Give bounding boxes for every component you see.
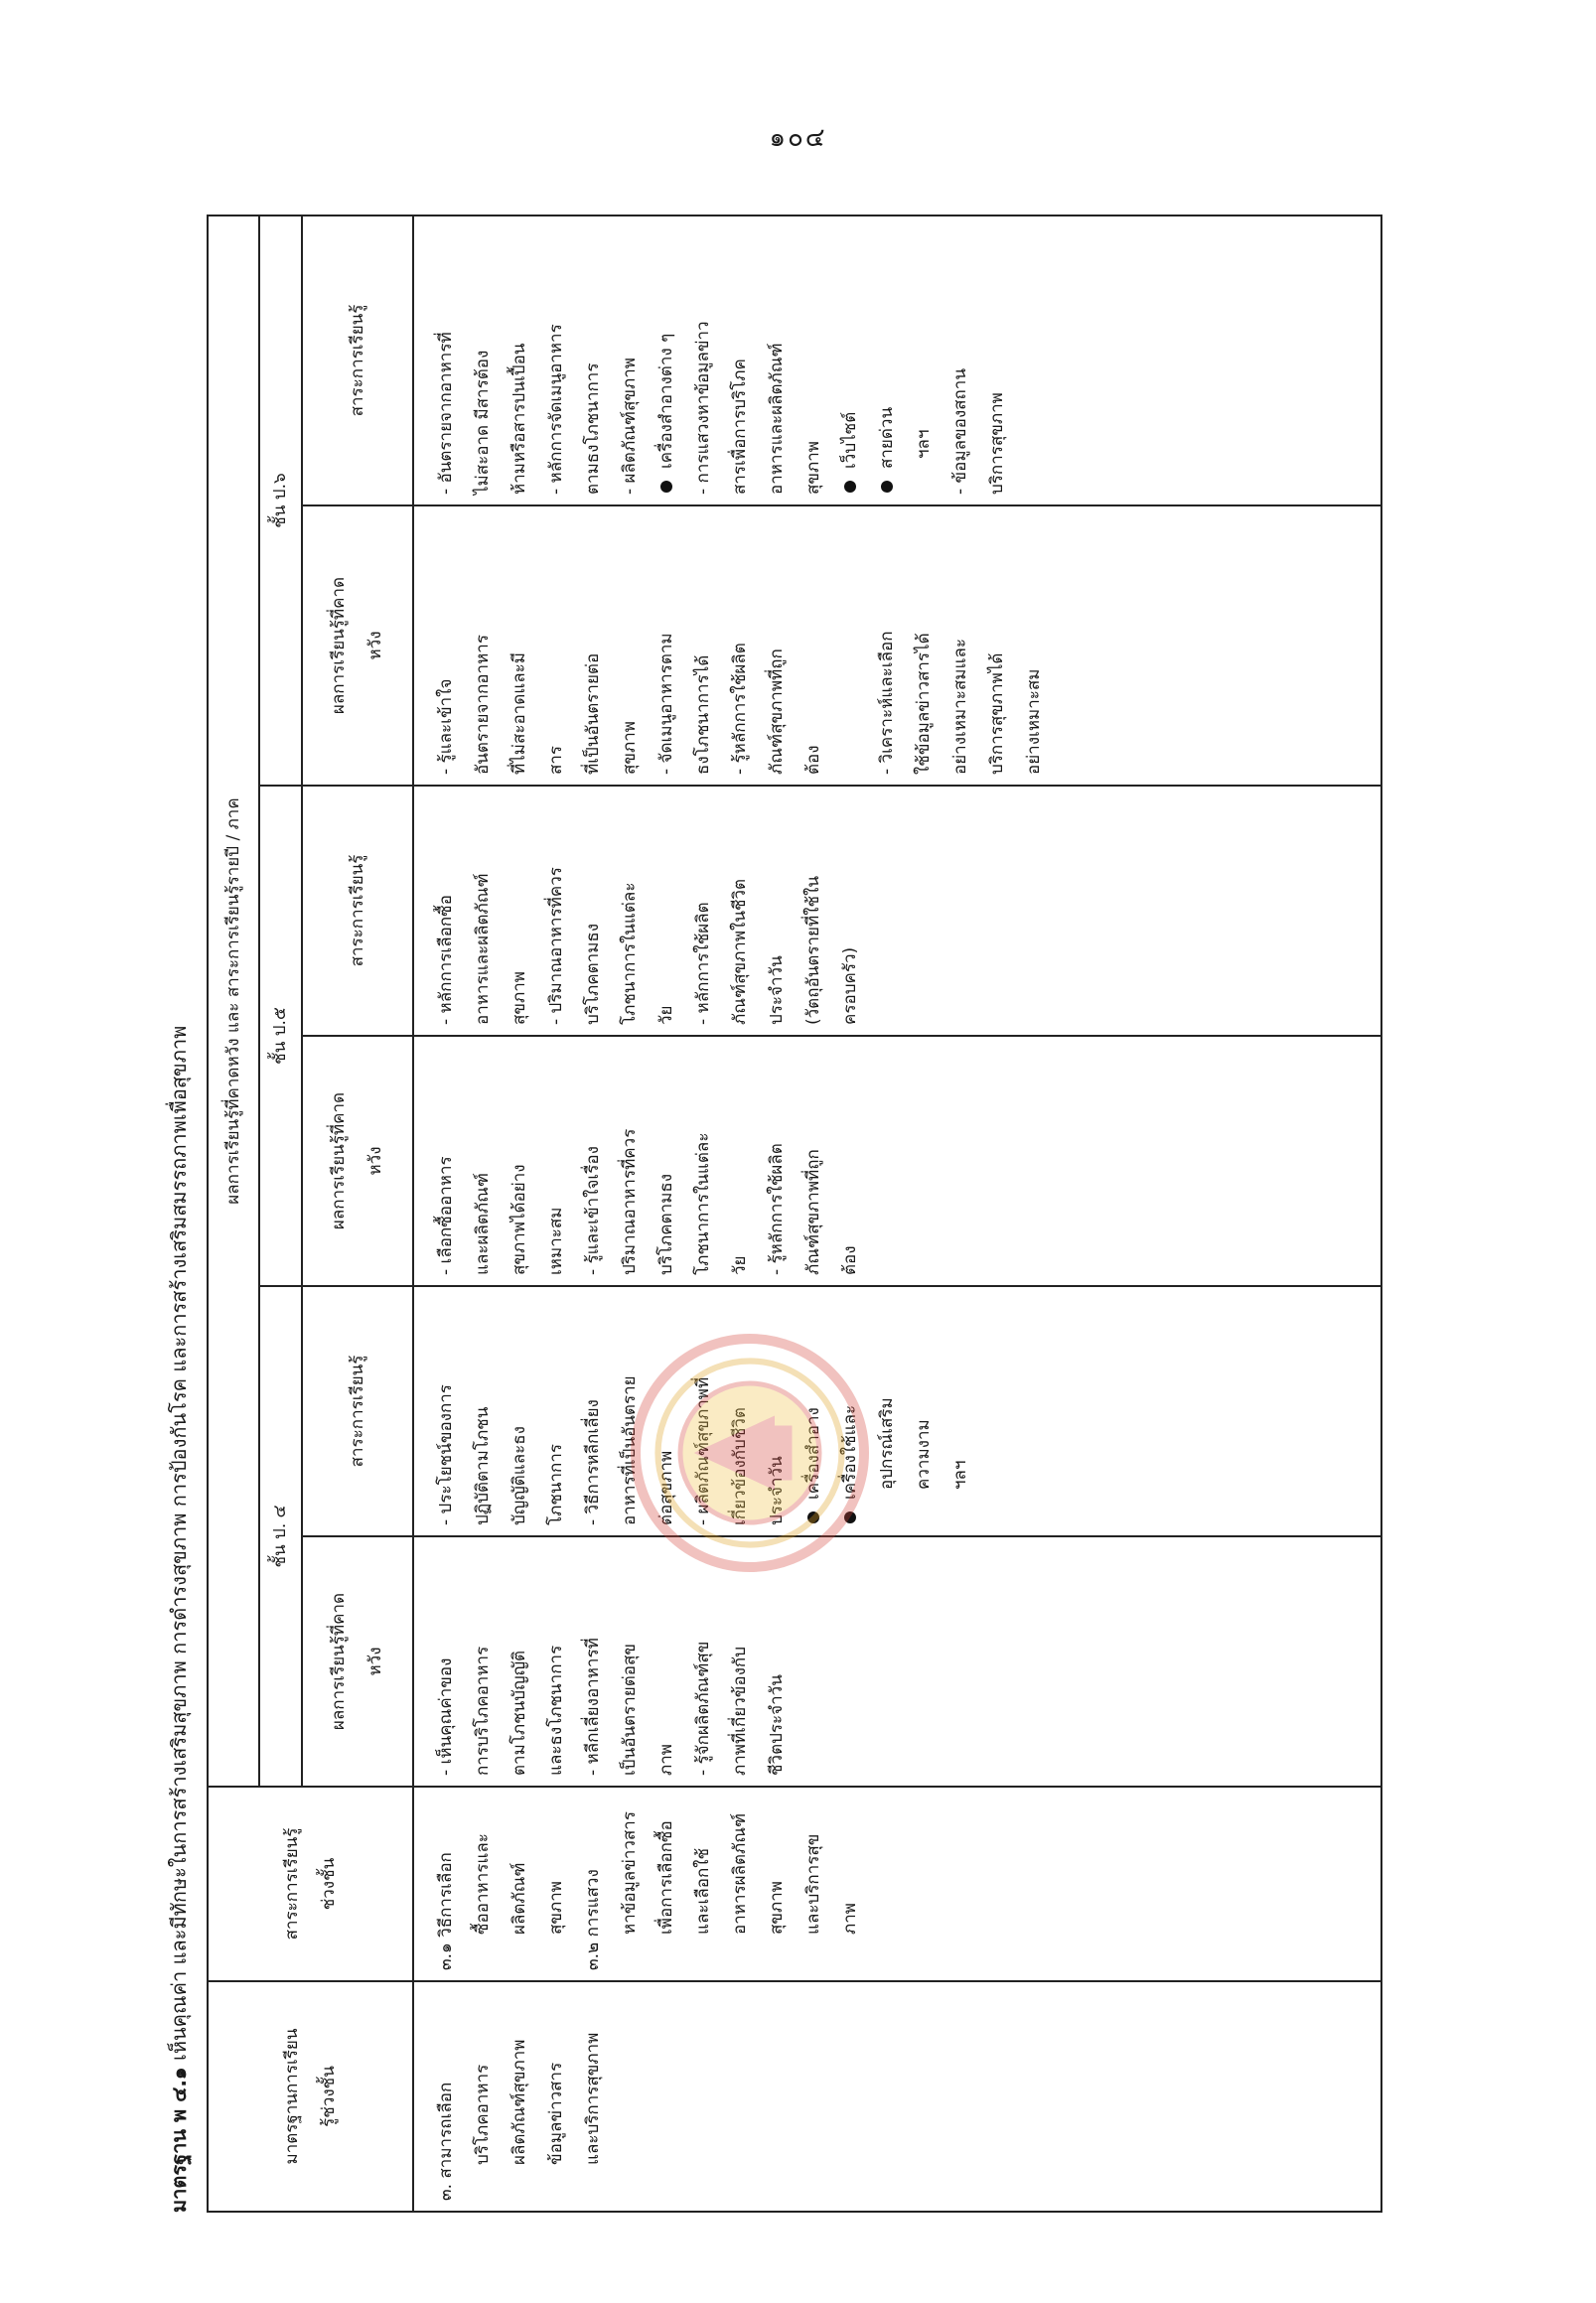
header-grade-p4: ชั้น ป. ๔ xyxy=(259,1286,302,1787)
bullet-item: เว็บไซต์ xyxy=(832,224,869,495)
cell-content: ๓.๑ วิธีการเลือก ซื้ออาหารและ ผลิตภัณฑ์ สุขภาพ ๓.๒ การแสวง หาข้อมูลข่าวสาร เพื่อการเลือกซื้อ และเลือกใช้ อาหารผลิตภัณฑ์ สุขภาพ และบริการสุข ภาพ xyxy=(413,1787,1381,1981)
bullet-item: เครื่องสำอาง xyxy=(796,1295,832,1525)
cell-p6-learning: - อันตรายจากอาหารที่ ไม่สะอาด มีสารต้อง ห้ามหรือสารปนเปื้อน - หลักการจัดเมนูอาหาร ตามธงโภชนาการ - ผลิตภัณฑ์สุขภาพ เครื่องสำอางต่าง ๆ - การแสวงหาข้อมูลข่าว สารเพื่อการบริโภค อาหารและผลิตภัณฑ์ สุขภาพ เว็บไซต์ สายด่วน ฯลฯ - ข้อมูลของสถาน บริการสุขภาพ xyxy=(413,216,1381,505)
cell-p6-outcome: - รู้และเข้าใจ อันตรายจากอาหาร ที่ไม่สะอาดและมี สาร ที่เป็นอันตรายต่อ สุขภาพ - จัดเมนูอาหารตาม ธงโภชนาการได้ - รู้หลักการใช้ผลิต ภัณฑ์สุขภาพที่ถูก ต้อง - วิเคราะห์และเลือก ใช้ข้อมูลข่าวสารได้ อย่างเหมาะสมและ บริการสุขภาพได้ อย่างเหมาะสม xyxy=(413,505,1381,786)
standard-title xyxy=(159,216,199,2213)
standard-code: มาตรฐาน พ ๔.๑ xyxy=(167,2067,191,2213)
page-number: ๑๐๔ xyxy=(769,123,827,153)
bullet-item: เครื่องใช้และ xyxy=(832,1295,869,1525)
header-outcome-p5: ผลการเรียนรู้ที่คาด หวัง xyxy=(302,1036,413,1286)
header-grade-p6: ชั้น ป.๖ xyxy=(259,216,302,786)
header-standard: มาตรฐานการเรียน รู้ช่วงชั้น xyxy=(208,1981,413,2212)
cell-p5-outcome: - เลือกซื้ออาหาร และผลิตภัณฑ์ สุขภาพได้อย่าง เหมาะสม - รู้และเข้าใจเรื่อง ปริมาณอาหารที่ควร บริโภคตามธง โภชนาการในแต่ละ วัย - รู้หลักการใช้ผลิต ภัณฑ์สุขภาพที่ถูก ต้อง xyxy=(413,1036,1381,1286)
header-outcome-p4: ผลการเรียนรู้ที่คาด หวัง xyxy=(302,1536,413,1787)
cell-p4-outcome: - เห็นคุณค่าของ การบริโภคอาหาร ตามโภชนบัญญัติ และธงโภชนาการ - หลีกเลี่ยงอาหารที่ เป็นอันตรายต่อสุข ภาพ - รู้จักผลิตภัณฑ์สุข ภาพที่เกี่ยวข้องกับ ชีวิตประจำวัน xyxy=(413,1536,1381,1787)
header-learning-p6: สาระการเรียนรู้ xyxy=(302,216,413,505)
header-learning-p5: สาระการเรียนรู้ xyxy=(302,786,413,1036)
header-outcome-p6: ผลการเรียนรู้ที่คาด หวัง xyxy=(302,505,413,786)
curriculum-table xyxy=(207,215,1382,2213)
bullet-item: สายด่วน xyxy=(869,224,906,495)
rotated-page-content xyxy=(159,216,1390,2213)
header-grade-p5: ชั้น ป.๕ xyxy=(259,786,302,1286)
cell-p5-learning: - หลักการเลือกซื้อ อาหารและผลิตภัณฑ์ สุขภาพ - ปริมาณอาหารที่ควร บริโภคตามธง โภชนาการในแต่ละ วัย - หลักการใช้ผลิต ภัณฑ์สุขภาพในชีวิต ประจำวัน (วัตถุอันตรายที่ใช้ใน ครอบครัว) xyxy=(413,786,1381,1036)
header-group: ผลการเรียนรู้ที่คาดหวัง และ สาระการเรียนรู้รายปี / ภาค xyxy=(208,216,259,1787)
standard-description: เห็นคุณค่า และมีทักษะในการสร้างเสริมสุขภาพ การดำรงสุขภาพ การป้องกันโรค และการสร้างเสริมสมรรถภาพเพื่อสุขภาพ xyxy=(167,1025,191,2062)
cell-p4-learning: - ประโยชน์ของการ ปฏิบัติตามโภชน บัญญัติและธง โภชนาการ - วิธีการหลีกเลี่ยง อาหารที่เป็นอันตราย ต่อสุขภาพ - ผลิตภัณฑ์สุขภาพที่ เกี่ยวข้องกับชีวิต ประจำวัน เครื่องสำอาง เครื่องใช้และ อุปกรณ์เสริม ความงาม ฯลฯ xyxy=(413,1286,1381,1536)
bullet-item: เครื่องสำอางต่าง ๆ xyxy=(649,224,685,495)
header-learning-p4: สาระการเรียนรู้ xyxy=(302,1286,413,1536)
cell-standard: ๓. สามารถเลือก บริโภคอาหาร ผลิตภัณฑ์สุขภาพ ข้อมูลข่าวสาร และบริการสุขภาพ xyxy=(413,1981,1381,2212)
header-content: สาระการเรียนรู้ ช่วงชั้น xyxy=(208,1787,413,1981)
